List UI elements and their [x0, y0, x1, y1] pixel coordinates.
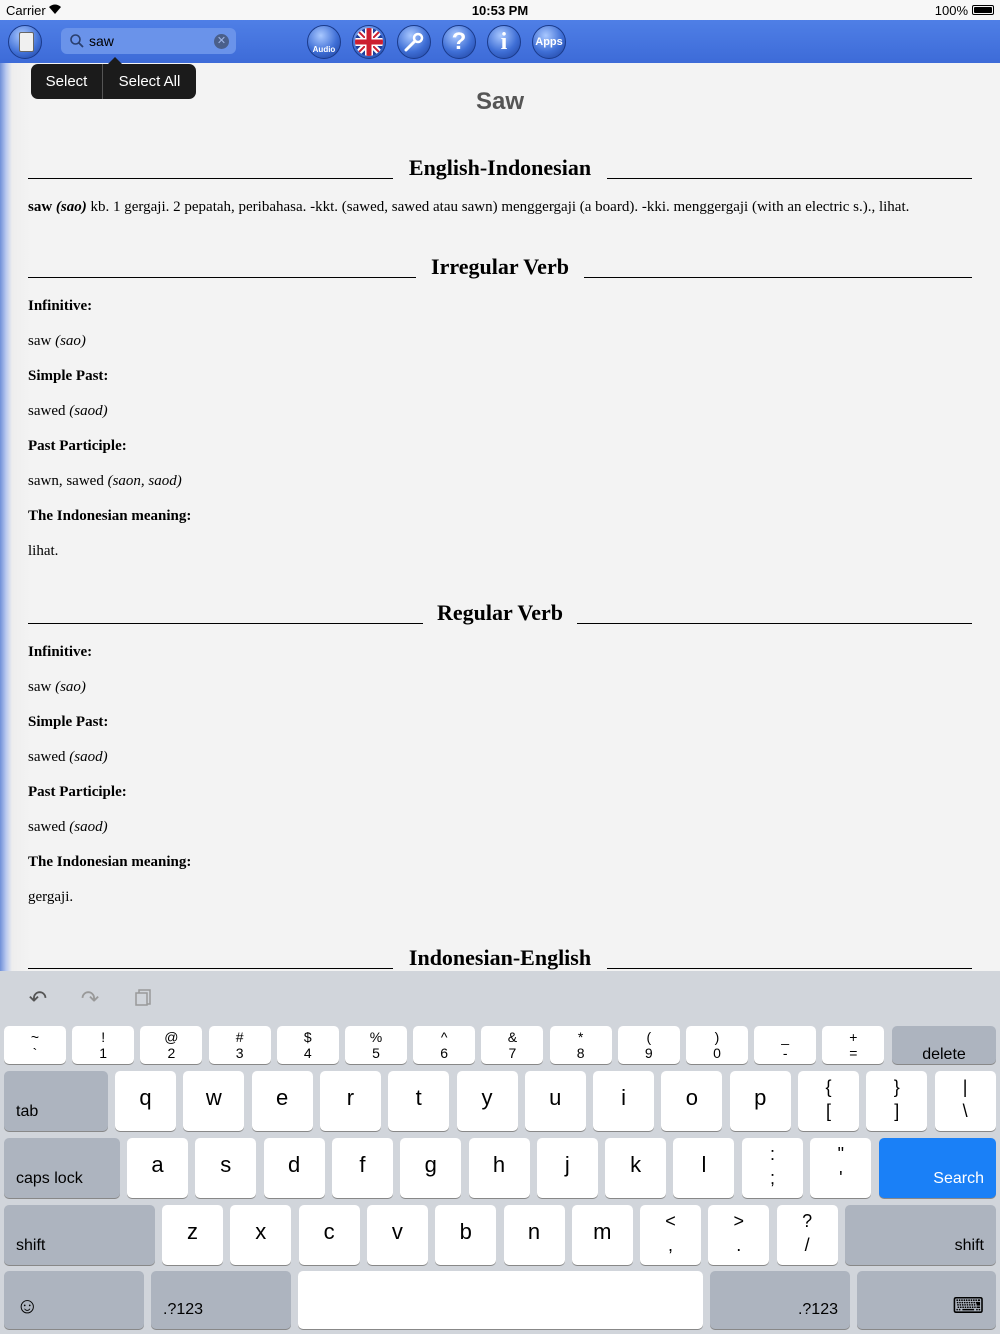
irregular-participle-value: sawn, sawed (saon, saod) — [28, 473, 182, 489]
caps-lock-key[interactable]: caps lock — [4, 1138, 120, 1198]
apps-button[interactable] — [532, 25, 566, 59]
select-button[interactable]: Select — [31, 64, 103, 99]
battery-icon — [972, 5, 994, 15]
key-b[interactable]: b — [435, 1205, 496, 1265]
info-icon: i — [500, 28, 508, 55]
key-h[interactable]: h — [469, 1138, 530, 1198]
section-heading-irregular-verb: Irregular Verb — [28, 254, 972, 284]
battery-percent: 100% — [934, 3, 968, 18]
search-bar[interactable] — [61, 28, 236, 54]
paste-icon[interactable] — [130, 987, 158, 1011]
text-selection-menu — [31, 64, 196, 99]
key-sym4-1[interactable]: > . — [708, 1205, 769, 1265]
delete-key[interactable]: delete — [892, 1026, 996, 1064]
numbers-key-left[interactable]: .?123 — [151, 1271, 291, 1329]
definition-entry — [28, 199, 972, 216]
irregular-past-value: sawed (saod) — [28, 403, 108, 419]
irregular-infinitive-value: saw (sao) — [28, 333, 86, 349]
audio-button[interactable] — [307, 25, 341, 59]
key-n[interactable]: n — [504, 1205, 565, 1265]
space-bar[interactable] — [298, 1271, 703, 1329]
key-sym-2[interactable]: | \ — [935, 1071, 996, 1131]
entry-word: saw — [28, 199, 53, 215]
key-s[interactable]: s — [195, 1138, 256, 1198]
regular-meaning-label: The Indonesian meaning: — [28, 854, 192, 870]
regular-participle-label: Past Participle: — [28, 784, 127, 800]
key-sym4-0[interactable]: < , — [640, 1205, 701, 1265]
key-=[interactable]: + = — [822, 1026, 884, 1064]
clear-search-icon[interactable]: ✕ — [214, 34, 229, 49]
emoji-icon: ☺ — [16, 1293, 39, 1318]
key-sym-1[interactable]: } ] — [866, 1071, 927, 1131]
key-3[interactable]: # 3 — [209, 1026, 271, 1064]
search-key[interactable]: Search — [879, 1138, 996, 1198]
key-j[interactable]: j — [537, 1138, 598, 1198]
key-`[interactable]: ~ ` — [4, 1026, 66, 1064]
key-q[interactable]: q — [115, 1071, 176, 1131]
key--[interactable]: _ - — [754, 1026, 816, 1064]
key-6[interactable]: ^ 6 — [413, 1026, 475, 1064]
key-sym3-0[interactable]: : ; — [742, 1138, 803, 1198]
key-2[interactable]: @ 2 — [140, 1026, 202, 1064]
key-0[interactable]: ) 0 — [686, 1026, 748, 1064]
select-all-button[interactable]: Select All — [118, 73, 181, 90]
section-heading-english-indonesian: English-Indonesian — [28, 155, 972, 185]
key-p[interactable]: p — [730, 1071, 791, 1131]
key-o[interactable]: o — [661, 1071, 722, 1131]
regular-infinitive-label: Infinitive: — [28, 644, 93, 660]
section-heading-regular-verb: Regular Verb — [28, 600, 972, 630]
key-k[interactable]: k — [605, 1138, 666, 1198]
key-i[interactable]: i — [593, 1071, 654, 1131]
key-5[interactable]: % 5 — [345, 1026, 407, 1064]
entry-pronunciation: (sao) — [55, 199, 87, 215]
toolbar — [0, 20, 1000, 63]
irregular-infinitive-label: Infinitive: — [28, 298, 93, 314]
redo-icon[interactable]: ↷ — [80, 986, 100, 1011]
key-f[interactable]: f — [332, 1138, 393, 1198]
wrench-icon — [403, 31, 425, 53]
key-w[interactable]: w — [183, 1071, 244, 1131]
section-heading-indonesian-english: Indonesian-English — [28, 945, 972, 971]
keyboard-dismiss-icon: ⌨ — [952, 1293, 984, 1318]
help-icon: ? — [451, 28, 467, 55]
shift-key-left[interactable]: shift — [4, 1205, 155, 1265]
help-button[interactable] — [442, 25, 476, 59]
onscreen-keyboard — [0, 971, 1000, 1334]
apps-icon: Apps — [535, 36, 563, 48]
key-t[interactable]: t — [388, 1071, 449, 1131]
regular-infinitive-value: saw (sao) — [28, 679, 86, 695]
irregular-past-label: Simple Past: — [28, 368, 109, 384]
numbers-key-right[interactable]: .?123 — [710, 1271, 850, 1329]
definition-view[interactable] — [0, 63, 1000, 971]
info-button[interactable] — [487, 25, 521, 59]
key-d[interactable]: d — [264, 1138, 325, 1198]
book-icon — [19, 32, 34, 52]
carrier-label: Carrier — [6, 3, 46, 18]
keyboard-shortcut-bar — [0, 971, 1000, 1023]
dictionary-book-button[interactable] — [8, 25, 42, 59]
key-4[interactable]: $ 4 — [277, 1026, 339, 1064]
key-r[interactable]: r — [320, 1071, 381, 1131]
key-sym3-1[interactable]: " ' — [810, 1138, 871, 1198]
regular-meaning-value: gergaji. — [28, 889, 74, 905]
key-7[interactable]: & 7 — [481, 1026, 543, 1064]
undo-icon[interactable]: ↶ — [28, 986, 48, 1011]
irregular-meaning-label: The Indonesian meaning: — [28, 508, 192, 524]
clock: 10:53 PM — [471, 3, 529, 18]
key-a[interactable]: a — [127, 1138, 188, 1198]
settings-button[interactable] — [397, 25, 431, 59]
regular-participle-value: sawed (saod) — [28, 819, 108, 835]
key-z[interactable]: z — [162, 1205, 223, 1265]
key-9[interactable]: ( 9 — [618, 1026, 680, 1064]
key-sym-0[interactable]: { [ — [798, 1071, 859, 1131]
audio-icon: Audio — [312, 44, 336, 54]
key-x[interactable]: x — [230, 1205, 291, 1265]
language-button[interactable] — [352, 25, 386, 59]
key-g[interactable]: g — [400, 1138, 461, 1198]
regular-past-label: Simple Past: — [28, 714, 109, 730]
key-y[interactable]: y — [457, 1071, 518, 1131]
key-8[interactable]: * 8 — [550, 1026, 612, 1064]
search-icon — [69, 33, 85, 49]
key-e[interactable]: e — [252, 1071, 313, 1131]
page-title: Saw — [475, 88, 525, 115]
key-c[interactable]: c — [299, 1205, 360, 1265]
key-u[interactable]: u — [525, 1071, 586, 1131]
key-sym4-2[interactable]: ? / — [777, 1205, 838, 1265]
irregular-participle-label: Past Participle: — [28, 438, 127, 454]
key-v[interactable]: v — [367, 1205, 428, 1265]
irregular-meaning-value: lihat. — [28, 543, 59, 559]
entry-text: kb. 1 gergaji. 2 pepatah, peribahasa. -kkt. (sawed, sawed atau sawn) menggergaji (a board). -kki. menggergaji (with an electric s.)., lihat. — [90, 199, 910, 215]
key-1[interactable]: ! 1 — [72, 1026, 134, 1064]
uk-flag-icon — [354, 27, 384, 57]
search-input[interactable] — [89, 31, 209, 51]
tab-key[interactable]: tab — [4, 1071, 108, 1131]
regular-past-value: sawed (saod) — [28, 749, 108, 765]
key-l[interactable]: l — [673, 1138, 734, 1198]
dismiss-keyboard-key[interactable] — [857, 1271, 996, 1329]
status-bar — [0, 0, 1000, 20]
emoji-key[interactable] — [4, 1271, 144, 1329]
shift-key-right[interactable]: shift — [845, 1205, 996, 1265]
key-m[interactable]: m — [572, 1205, 633, 1265]
